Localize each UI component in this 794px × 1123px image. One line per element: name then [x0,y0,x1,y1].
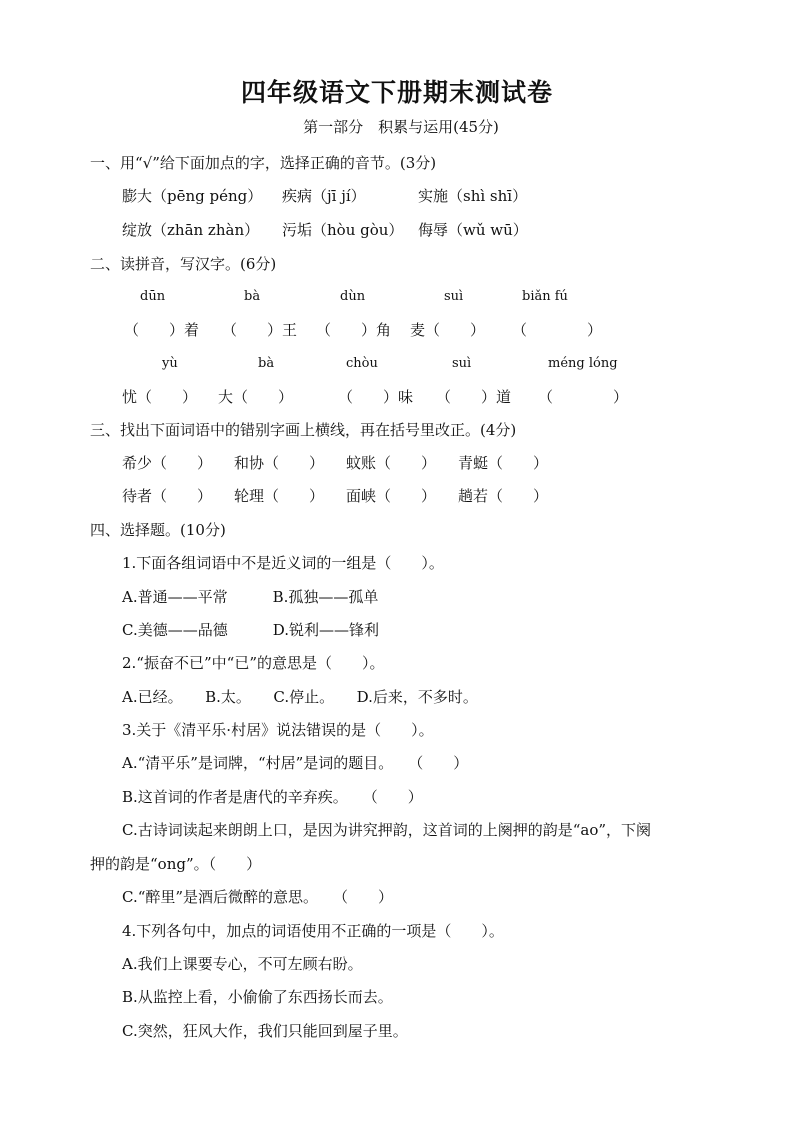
option-line: A.已经。 B.太。 C.停止。 D.后来，不多时。 [122,688,478,706]
pinyin: dùn [340,289,366,304]
option-line: B.这首词的作者是唐代的辛弃疾。 （ ） [122,788,423,806]
correction-item[interactable]: 待者（ ） [122,487,213,505]
correction-item[interactable]: 青蜓（ ） [458,454,549,472]
option-line: A.“清平乐”是词牌，“村居”是词的题目。 （ ） [122,754,469,772]
pinyin: dūn [140,289,166,304]
question-line: 4.下列各句中，加点的词语使用不正确的一项是（ ）。 [122,922,504,940]
option-line: C.“醉里”是酒后微醉的意思。 （ ） [122,888,394,906]
question-line: 2.“振奋不已”中“已”的意思是（ ）。 [122,654,385,672]
pinyin: bà [244,289,261,304]
page-title: 四年级语文下册期末测试卷 [240,78,553,107]
answer-blank[interactable]: （ ）角 [316,321,392,339]
pinyin: suì [452,356,472,371]
correction-item[interactable]: 和协（ ） [234,454,325,472]
choice-item: 膨大（pēng péng） [122,187,263,205]
pinyin: bà [258,356,275,371]
pinyin: biǎn fú [522,289,568,304]
option-line: A.普通——平常 B.孤独——孤单 [122,588,379,606]
option-line-continued: 押的韵是“ong”。（ ） [90,855,262,873]
choice-item: 污垢（hòu gòu） [282,221,404,239]
option-line: A.我们上课要专心，不可左顾右盼。 [122,955,363,973]
section-1-heading: 一、用“√”给下面加点的字，选择正确的音节。(3分) [90,154,437,172]
section-3-heading: 三、找出下面词语中的错别字画上横线，再在括号里改正。(4分) [90,421,517,439]
answer-blank[interactable]: （ ）道 [436,388,512,406]
pinyin: méng lóng [548,356,618,371]
pinyin: chòu [346,356,378,371]
answer-blank[interactable]: 忧（ ） [122,388,198,406]
option-line: B.从监控上看，小偷偷了东西扬长而去。 [122,988,393,1006]
answer-blank[interactable]: （ ） [538,388,629,406]
correction-item[interactable]: 面峡（ ） [346,487,437,505]
option-line: C.美德——品德 D.锐利——锋利 [122,621,379,639]
correction-item[interactable]: 希少（ ） [122,454,213,472]
option-line: C.古诗词读起来朗朗上口，是因为讲究押韵，这首词的上阕押的韵是“ao”，下阕 [122,821,652,839]
choice-item: 侮辱（wǔ wū） [418,221,528,239]
answer-blank[interactable]: （ ） [512,321,603,339]
question-line: 3.关于《清平乐·村居》说法错误的是（ ）。 [122,721,434,739]
choice-item: 疾病（jī jí） [282,187,366,205]
pinyin: yù [162,356,178,371]
option-line: C.突然，狂风大作，我们只能回到屋子里。 [122,1022,408,1040]
pinyin: suì [444,289,464,304]
section-2-heading: 二、读拼音，写汉字。(6分) [90,255,277,273]
answer-blank[interactable]: 麦（ ） [410,321,486,339]
correction-item[interactable]: 趟若（ ） [458,487,549,505]
answer-blank[interactable]: （ ）味 [338,388,414,406]
correction-item[interactable]: 蚊账（ ） [346,454,437,472]
choice-item: 实施（shì shī） [418,187,528,205]
answer-blank[interactable]: （ ）王 [222,321,298,339]
choice-item: 绽放（zhān zhàn） [122,221,260,239]
answer-blank[interactable]: 大（ ） [218,388,294,406]
correction-item[interactable]: 轮理（ ） [234,487,325,505]
question-line: 1.下面各组词语中不是近义词的一组是（ ）。 [122,554,444,572]
answer-blank[interactable]: （ ）着 [124,321,200,339]
page-subtitle: 第一部分 积累与运用(45分) [303,118,499,136]
section-4-heading: 四、选择题。(10分) [90,521,226,539]
